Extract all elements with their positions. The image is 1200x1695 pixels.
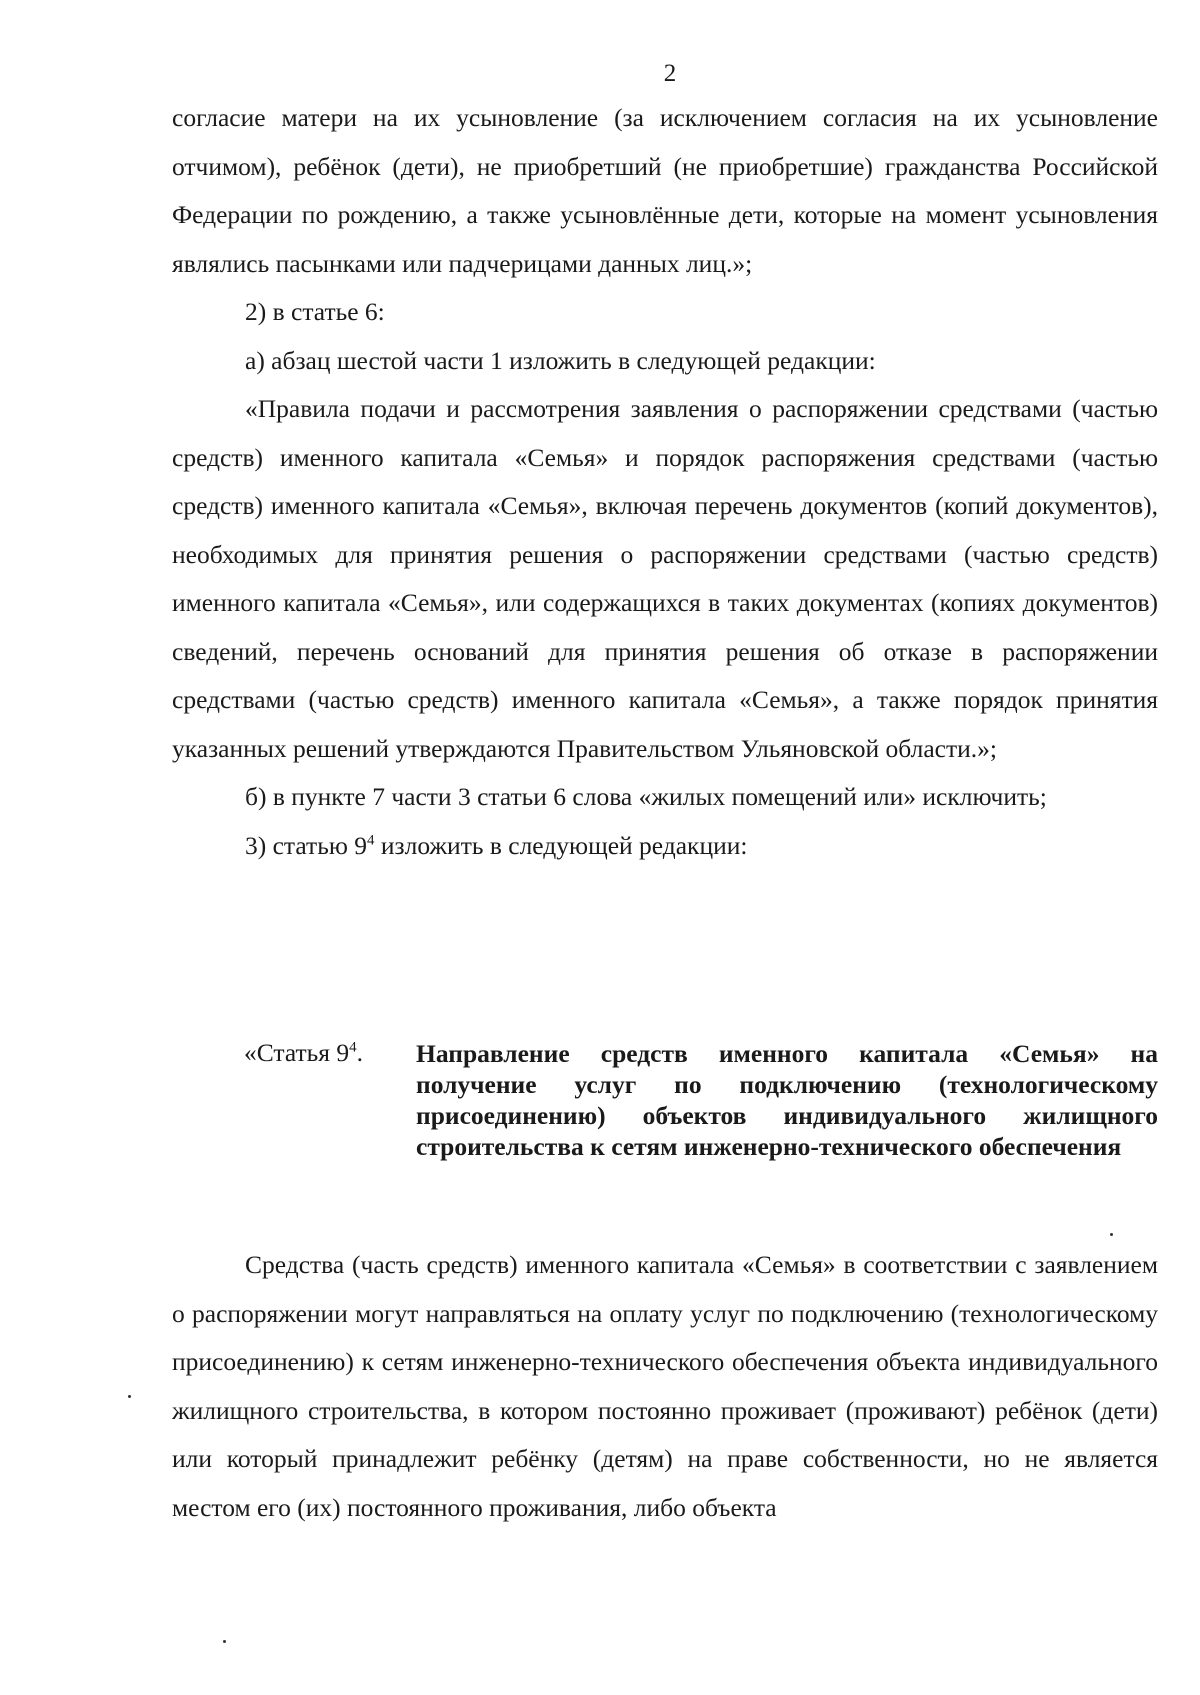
item-3-superscript: 4: [367, 832, 375, 848]
article-label: [244, 1038, 363, 1068]
item-3-prefix: 3) статью 9: [245, 830, 367, 860]
scan-speck: [223, 1640, 226, 1643]
paragraph-article-body: Средства (часть средств) именного капитала «Семья» в соответствии с заявлением о распоряжении могут направляться на оплату услуг по подключению (технологическому присоединению) к сетям инженерно-технического обеспечения объекта индивидуального жилищного строительства, в котором постоянно проживает (проживают) ребёнок (дети) или который принадлежит ребёнку (детям) на праве собственности, но не является местом его (их) постоянного проживания, либо объекта: [172, 1250, 1158, 1522]
item-3-suffix: изложить в следующей редакции:: [374, 830, 748, 860]
paragraph-item-3: [172, 822, 1158, 871]
scan-speck: [1110, 1233, 1113, 1236]
body-text-top: [172, 94, 1158, 870]
article-label-superscript: 4: [349, 1039, 357, 1056]
article-label-suffix: .: [356, 1038, 364, 1067]
paragraph-item-2b: б) в пункте 7 части 3 статьи 6 слова «жилых помещений или» исключить;: [245, 782, 1047, 811]
article-title: Направление средств именного капитала «Семья» на получение услуг по подключению (технологическому присоединению) объектов индивидуального жилищного строительства к сетям инженерно-технического обеспечения: [416, 1039, 1158, 1161]
paragraph-item-2: 2) в статье 6:: [245, 297, 385, 326]
page-number: 2: [663, 60, 677, 87]
article-label-prefix: «Статья 9: [244, 1038, 350, 1067]
paragraph-item-2a: а) абзац шестой части 1 изложить в следующей редакции:: [245, 345, 876, 375]
paragraph-continuation: согласие матери на их усыновление (за исключением согласия на их усыновление отчимом), ребёнок (дети), не приобретший (не приобретшие) гражданства Российской Федерации по рождению, а также усыновлённые дети, которые на момент усыновления являлись пасынками или падчерицами данных лиц.»;: [172, 103, 1158, 278]
body-text-bottom: [172, 1241, 1158, 1532]
scan-speck: [128, 1395, 131, 1398]
paragraph-quoted-rules: «Правила подачи и рассмотрения заявления о распоряжении средствами (частью средств) именного капитала «Семья» и порядок распоряжения средствами (частью средств) именного капитала «Семья», включая перечень документов (копий документов), необходимых для принятия решения о распоряжении средствами (частью средств) именного капитала «Семья», или содержащихся в таких документах (копиях документов) сведений, перечень оснований для принятия решения об отказе в распоряжении средствами (частью средств) именного капитала «Семья», а также порядок принятия указанных решений утверждаются Правительством Ульяновской области.»;: [172, 394, 1158, 763]
